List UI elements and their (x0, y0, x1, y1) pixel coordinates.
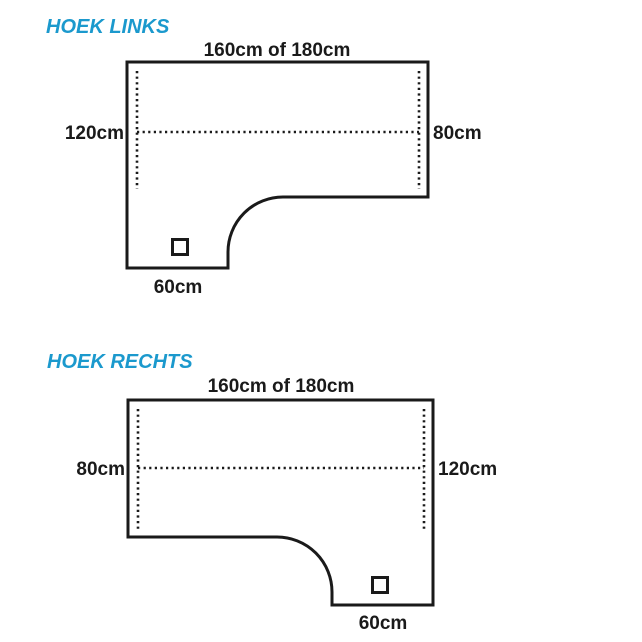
desk-outline (128, 400, 433, 605)
left-dimension-label: 80cm (76, 459, 125, 480)
bottom-dimension-label: 60cm (153, 277, 203, 298)
grommet-hole-icon (373, 578, 388, 593)
right-dimension-label: 120cm (438, 459, 498, 480)
figure-title: HOEK LINKS (46, 16, 170, 38)
right-dimension-label: 80cm (433, 123, 482, 144)
grommet-hole-icon (173, 240, 188, 255)
top-dimension-label: 160cm of 180cm (203, 40, 351, 61)
left-dimension-label: 120cm (64, 123, 124, 144)
top-dimension-label: 160cm of 180cm (207, 376, 355, 397)
hoek-rechts-figure (47, 351, 497, 634)
desk-outline (127, 62, 428, 268)
bottom-dimension-label: 60cm (358, 613, 408, 634)
figure-title: HOEK RECHTS (47, 351, 193, 373)
hoek-links-figure (46, 16, 482, 298)
